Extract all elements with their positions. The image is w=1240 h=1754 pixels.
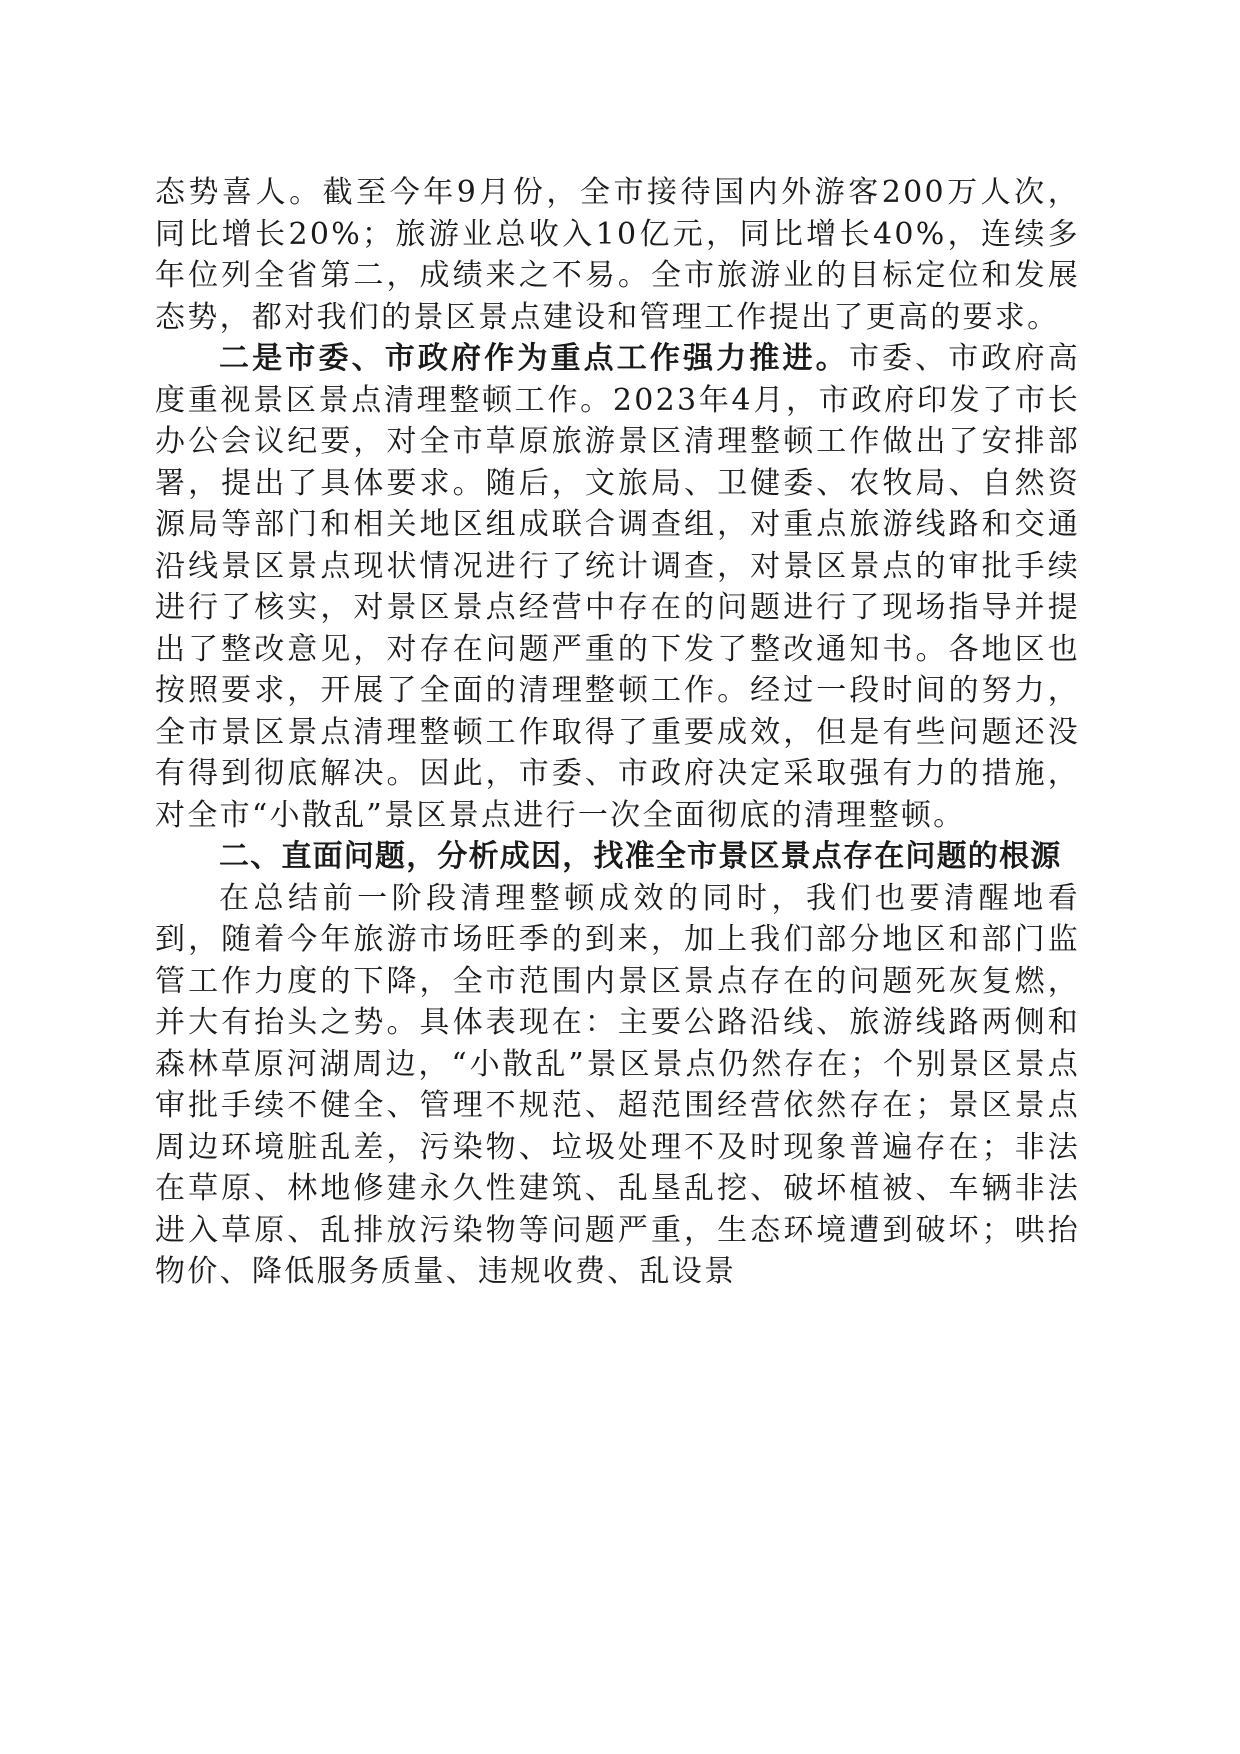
paragraph-lead-sentence: 二是市委、市政府作为重点工作强力推进。 bbox=[219, 341, 849, 376]
paragraph-existing-problems: 在总结前一阶段清理整顿成效的同时，我们也要清醒地看到，随着今年旅游市场旺季的到来，加上我们部分地区和部门监管工作力度的下降，全市范围内景区景点存在的问题死灰复燃，并大有抬头之势。具体表现在：主要公路沿线、旅游线路两侧和森林草原河湖周边，“小散乱”景区景点仍然存在；个别景区景点审批手续不健全、管理不规范、超范围经营依然存在；景区景点周边环境脏乱差，污染物、垃圾处理不及时现象普遍存在；非法在草原、林地修建永久性建筑、乱垦乱挖、破坏植被、车辆非法进入草原、乱排放污染物等问题严重，生态环境遭到破坏；哄抬物价、降低服务质量、违规收费、乱设景 bbox=[155, 880, 1080, 1289]
paragraph-body-text: 市委、市政府高度重视景区景点清理整顿工作。2023年4月，市政府印发了市长办公会议纪要，对全市草原旅游景区清理整顿工作做出了安排部署，提出了具体要求。随后，文旅局、卫健委、农牧局、自然资源局等部门和相关地区组成联合调查组，对重点旅游线路和交通沿线景区景点现状情况进行了统计调查，对景区景点的审批手续进行了核实，对景区景点经营中存在的问题进行了现场指导并提出了整改意见，对存在问题严重的下发了整改通知书。各地区也按照要求，开展了全面的清理整顿工作。经过一段时间的努力，全市景区景点清理整顿工作取得了重要成效，但是有些问题还没有得到彻底解决。因此，市委、市政府决定采取强有力的措施，对全市“小散乱”景区景点进行一次全面彻底的清理整顿。 bbox=[155, 341, 1080, 833]
paragraph-municipal-promotion bbox=[155, 338, 1080, 836]
section-heading: 二、直面问题，分析成因，找准全市景区景点存在问题的根源 bbox=[219, 839, 1062, 874]
paragraph-tourism-stats: 态势喜人。截至今年9月份，全市接待国内外游客200万人次，同比增长20%；旅游业总收入10亿元，同比增长40%，连续多年位列全省第二，成绩来之不易。全市旅游业的目标定位和发展态势，都对我们的景区景点建设和管理工作提出了更高的要求。 bbox=[155, 175, 1080, 335]
document-body bbox=[155, 172, 1080, 1293]
